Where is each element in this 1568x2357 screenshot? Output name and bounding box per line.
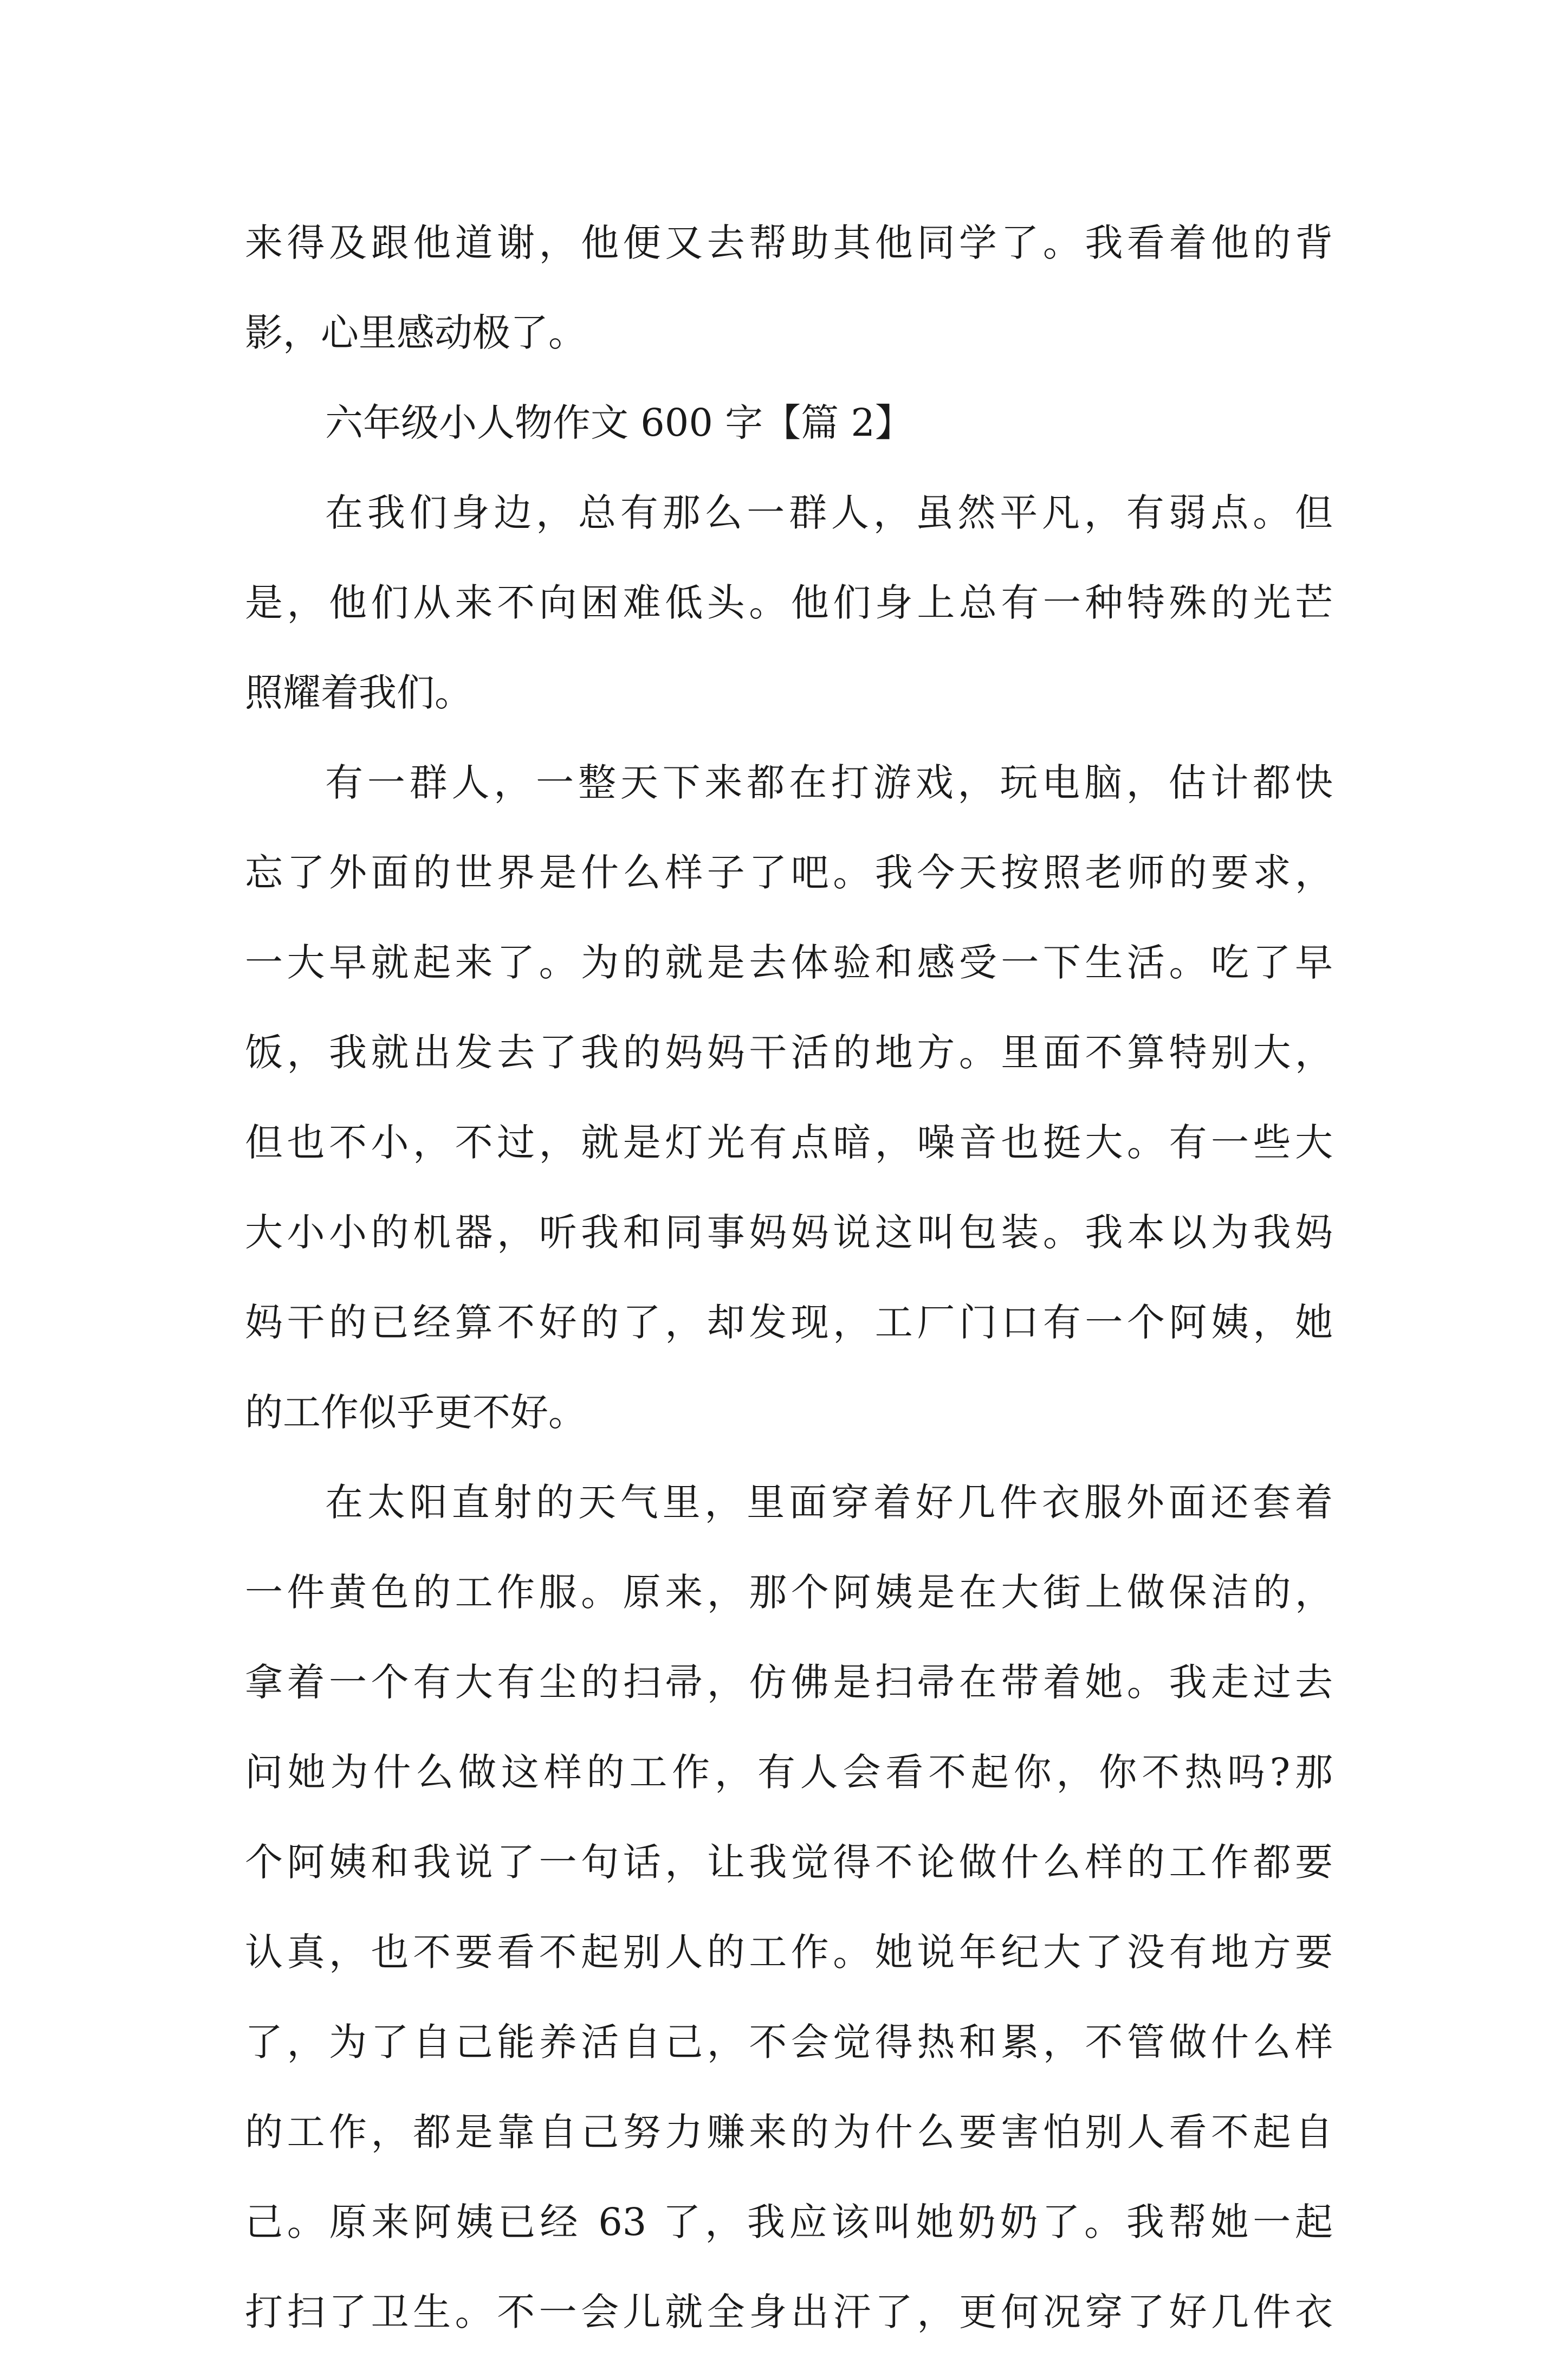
text-line: 在太阳直射的天气里，里面穿着好几件衣服外面还套着 xyxy=(325,1480,1333,1525)
text-line: 是，他们从来不向困难低头。他们身上总有一种特殊的光芒 xyxy=(245,580,1333,625)
text-line: 问她为什么做这样的工作，有人会看不起你，你不热吗?那 xyxy=(245,1750,1333,1794)
body-text xyxy=(245,198,1333,2357)
text-line: 认真，也不要看不起别人的工作。她说年纪大了没有地方要 xyxy=(245,1930,1333,1974)
text-line: 照耀着我们。 xyxy=(245,670,472,715)
text-line: 的工作，都是靠自己努力赚来的为什么要害怕别人看不起自 xyxy=(245,2110,1333,2154)
text-line: 但也不小，不过，就是灯光有点暗，噪音也挺大。有一些大 xyxy=(245,1120,1333,1165)
text-line: 了，为了自己能养活自己，不会觉得热和累，不管做什么样 xyxy=(245,2020,1333,2064)
text-line: 的工作似乎更不好。 xyxy=(245,1390,586,1435)
text-line: 影，心里感动极了。 xyxy=(245,311,586,355)
text-line: 忘了外面的世界是什么样子了吧。我今天按照老师的要求， xyxy=(245,850,1333,895)
text-line: 一件黄色的工作服。原来，那个阿姨是在大街上做保洁的， xyxy=(245,1570,1333,1615)
text-line: 大小小的机器，听我和同事妈妈说这叫包装。我本以为我妈 xyxy=(245,1210,1333,1255)
text-line: 在我们身边，总有那么一群人，虽然平凡，有弱点。但 xyxy=(325,490,1333,535)
text-line: 个阿姨和我说了一句话，让我觉得不论做什么样的工作都要 xyxy=(245,1840,1333,1884)
text-line: 妈干的已经算不好的了，却发现，工厂门口有一个阿姨，她 xyxy=(245,1300,1333,1345)
text-line: 饭，我就出发去了我的妈妈干活的地方。里面不算特别大， xyxy=(245,1030,1333,1075)
text-line: 有一群人，一整天下来都在打游戏，玩电脑，估计都快 xyxy=(325,760,1333,805)
text-line: 来得及跟他道谢，他便又去帮助其他同学了。我看着他的背 xyxy=(245,221,1333,265)
section-heading: 六年级小人物作文 600 字【篇 2】 xyxy=(325,401,913,445)
text-line: 己。原来阿姨已经 63 了，我应该叫她奶奶了。我帮她一起 xyxy=(245,2200,1333,2244)
text-line: 打扫了卫生。不一会儿就全身出汗了，更何况穿了好几件衣 xyxy=(245,2290,1333,2334)
text-line: 一大早就起来了。为的就是去体验和感受一下生活。吃了早 xyxy=(245,940,1333,985)
text-line: 拿着一个有大有尘的扫帚，仿佛是扫帚在带着她。我走过去 xyxy=(245,1660,1333,1704)
